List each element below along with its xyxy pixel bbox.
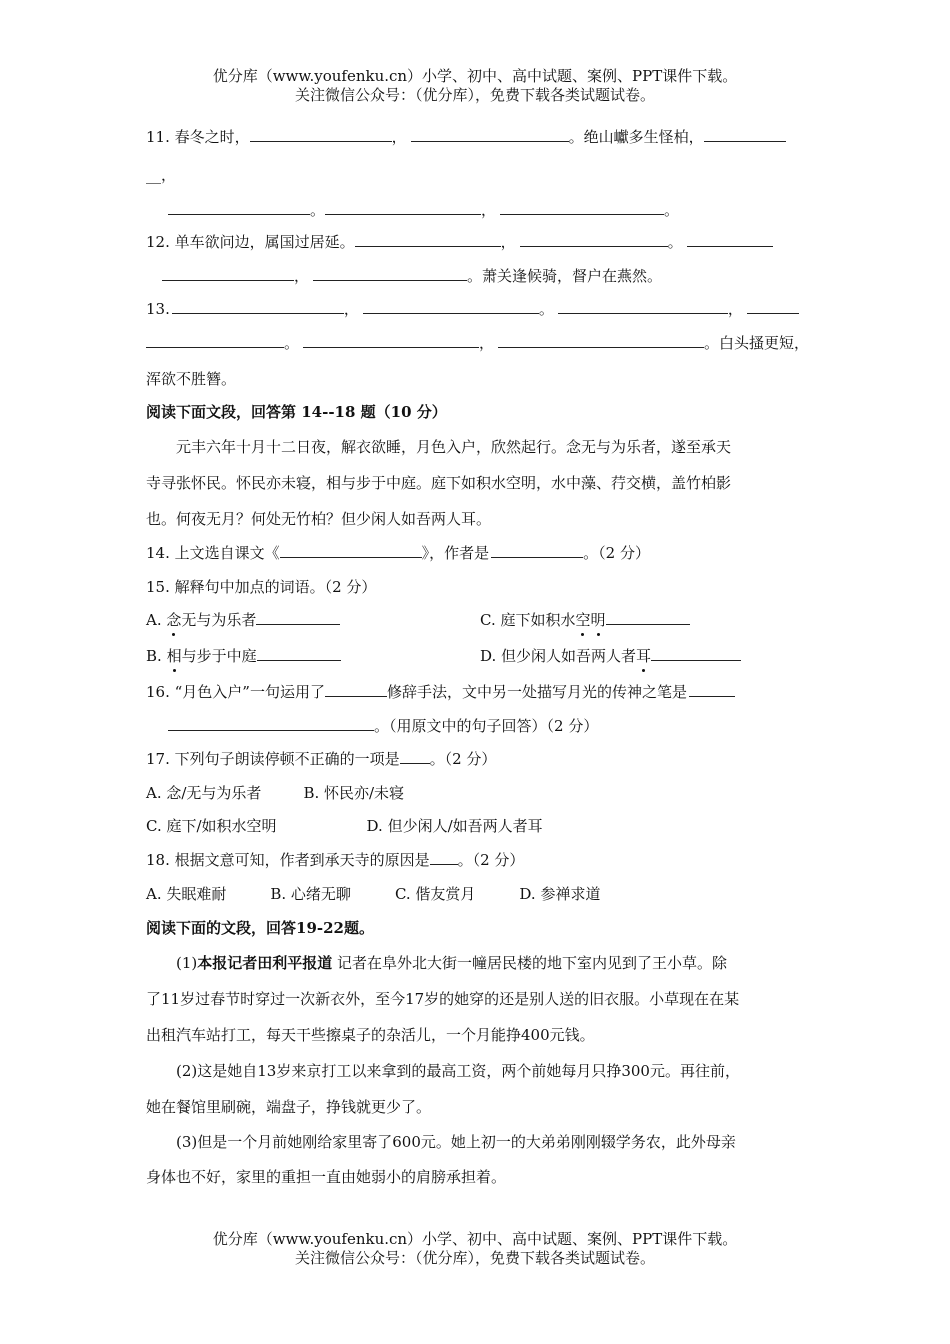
footer-line-1: 优分库（www.youfenku.cn）小学、初中、高中试题、案例、PPT课件下载。 <box>212 1230 738 1248</box>
q14-pre: 14. 上文选自课文《 <box>146 544 280 562</box>
q18-option-d: D. 参禅求道 <box>519 885 601 903</box>
q18-option-b: B. 心绪无聊 <box>270 885 351 903</box>
blank <box>491 542 583 558</box>
blank <box>606 609 690 625</box>
blank <box>704 126 786 142</box>
passage-2-p1-line-3: 出租汽车站打工，每天干些擦桌子的杂活儿，一个月能挣400元钱。 <box>146 1026 595 1044</box>
q17-stem: 17. 下列句子朗读停顿不正确的一项是 <box>146 750 400 768</box>
q17-stem-post: 。（2 分） <box>429 750 497 768</box>
para-text: 记者在阜外北大街一幢居民楼的地下室内见到了王小草。除 <box>332 954 728 972</box>
q13-comma-2: ， <box>727 300 743 318</box>
passage-1-line-1: 元丰六年十月十二日夜，解衣欲睡，月色入户，欣然起行。念无与为乐者，遂至承天 <box>176 438 732 456</box>
q12-comma-2: ， <box>294 267 310 285</box>
question-11-line-1 <box>146 126 786 148</box>
blank <box>355 231 501 247</box>
q16-mid: 修辞手法，文中另一处描写月光的传神之笔是 <box>386 683 687 701</box>
blank <box>168 199 310 215</box>
option-a-text: 无与为乐者 <box>181 611 257 629</box>
blank <box>168 715 374 731</box>
question-11-line-2: __， <box>146 166 177 184</box>
blank <box>687 231 773 247</box>
blank <box>500 199 664 215</box>
para-number: (1) <box>176 954 198 972</box>
question-13-line-3: 浑欲不胜簪。 <box>146 370 237 388</box>
q13-num: 13. <box>146 300 170 318</box>
footer-line-2: 关注微信公众号：（优分库），免费下载各类试题试卷。 <box>294 1249 655 1267</box>
option-b-label: B. <box>146 647 167 665</box>
passage-1-line-3: 也。何夜无月？何处无竹柏？但少闲人如吾两人耳。 <box>146 510 492 528</box>
byline: 本报记者田利平报道 <box>197 954 333 972</box>
passage-2-p1-line-1 <box>176 952 727 974</box>
blank <box>280 542 422 558</box>
q14-post: 。（2 分） <box>583 544 650 562</box>
section-1-title: 阅读下面文段，回答第 14--18 题（10 分） <box>146 403 447 421</box>
question-17-options-row-2 <box>146 815 543 837</box>
passage-2-p2-line-2: 她在餐馆里刷碗，端盘子，挣钱就更少了。 <box>146 1098 432 1116</box>
option-d-text: D. 但少闲人如吾两人者 <box>480 647 637 665</box>
option-a-label: A. <box>146 611 167 629</box>
passage-2-p2-line-1: (2)这是她自13岁来京打工以来拿到的最高工资，两个前她每月只挣300元。再往前， <box>176 1062 740 1080</box>
q11-period-2: 。 <box>664 201 680 219</box>
blank <box>689 681 735 697</box>
blank <box>303 332 479 348</box>
q17-option-c: C. 庭下/如积水空明 <box>146 817 277 835</box>
blank <box>250 126 392 142</box>
q17-option-b: B. 怀民亦/未寝 <box>303 784 405 802</box>
question-15-option-a <box>146 609 340 631</box>
question-13-line-2 <box>146 332 809 354</box>
question-15-option-c <box>480 609 690 631</box>
q16-post: 。（用原文中的句子回答）（2 分） <box>374 717 599 735</box>
q11-comma: ， <box>391 128 407 146</box>
question-15-stem: 15. 解释句中加点的词语。（2 分） <box>146 578 377 596</box>
blank <box>498 332 704 348</box>
passage-1-line-2: 寺寻张怀民。怀民亦未寝，相与步于中庭。庭下如积水空明，水中藻、荇交横，盖竹柏影 <box>146 474 732 492</box>
q18-stem-post: 。（2 分） <box>457 851 525 869</box>
dotted-char: 耳 <box>636 647 652 665</box>
q11-text-1: 11. 春冬之时， <box>146 128 250 146</box>
question-18-options <box>146 883 600 905</box>
q18-option-a: A. 失眠难耐 <box>146 885 227 903</box>
question-14 <box>146 542 650 564</box>
q14-mid: 》，作者是 <box>421 544 490 562</box>
blank <box>747 298 799 314</box>
q12-period: 。 <box>667 233 683 251</box>
passage-2-p3-line-2: 身体也不好，家里的重担一直由她弱小的肩膀承担着。 <box>146 1168 507 1186</box>
question-12-line-1 <box>146 231 773 253</box>
q12-comma: ， <box>500 233 516 251</box>
q17-option-a: A. 念/无与为乐者 <box>146 784 262 802</box>
blank <box>257 645 341 661</box>
question-11-line-3 <box>168 199 679 221</box>
blank <box>325 199 481 215</box>
blank <box>172 298 344 314</box>
blank <box>430 849 458 865</box>
q13-text-2: 。白头搔更短， <box>704 334 810 352</box>
question-17-stem <box>146 748 496 770</box>
question-12-line-2 <box>162 265 662 287</box>
q11-period: 。 <box>310 201 326 219</box>
passage-2-p1-line-2: 了11岁过春节时穿过一次新衣外，至今17岁的她穿的还是别人送的旧衣服。小草现在在某 <box>146 990 740 1008</box>
q17-option-d: D. 但少闲人/如吾两人者耳 <box>366 817 543 835</box>
question-17-options-row-1 <box>146 782 404 804</box>
question-18-stem <box>146 849 524 871</box>
blank <box>325 681 387 697</box>
dotted-char: 明 <box>590 611 606 629</box>
option-c-text: C. 庭下如积水 <box>480 611 576 629</box>
question-15-option-d <box>480 645 741 667</box>
blank <box>411 126 569 142</box>
dotted-char: 念 <box>166 611 182 629</box>
question-16-line-2 <box>168 715 598 737</box>
blank <box>162 265 294 281</box>
q18-option-c: C. 偕友赏月 <box>394 885 476 903</box>
q13-period-2: 。 <box>284 334 300 352</box>
header-line-1: 优分库（www.youfenku.cn）小学、初中、高中试题、案例、PPT课件下载。 <box>212 67 738 85</box>
section-2-title: 阅读下面的文段，回答19-22题。 <box>146 919 374 937</box>
option-b-text: 与步于中庭 <box>181 647 257 665</box>
blank <box>558 298 728 314</box>
q12-text-1: 12. 单车欲问边，属国过居延。 <box>146 233 355 251</box>
question-13-line-1 <box>146 298 799 320</box>
q11-text-2: 。绝山巘多生怪柏， <box>568 128 704 146</box>
blank <box>313 265 467 281</box>
blank <box>400 748 430 764</box>
blank <box>146 332 284 348</box>
q12-text-2: 。萧关逢候骑，督户在燕然。 <box>467 267 663 285</box>
q13-comma-3: ， <box>479 334 495 352</box>
question-15-option-b <box>146 645 341 667</box>
question-16-line-1 <box>146 681 735 703</box>
q16-pre: 16. “月色入户”一句运用了 <box>146 683 325 701</box>
passage-2-p3-line-1: (3)但是一个月前她刚给家里寄了600元。她上初一的大弟弟刚刚辍学务农，此外母亲 <box>176 1133 736 1151</box>
header-line-2: 关注微信公众号：（优分库），免费下载各类试题试卷。 <box>294 86 655 104</box>
q13-period: 。 <box>538 300 554 318</box>
q13-comma: ， <box>343 300 359 318</box>
blank <box>256 609 340 625</box>
dotted-char: 相 <box>166 647 182 665</box>
blank <box>363 298 539 314</box>
q11-comma-2: ， <box>481 201 497 219</box>
blank <box>651 645 741 661</box>
blank <box>520 231 668 247</box>
dotted-char: 空 <box>575 611 591 629</box>
q18-stem: 18. 根据文意可知，作者到承天寺的原因是 <box>146 851 430 869</box>
